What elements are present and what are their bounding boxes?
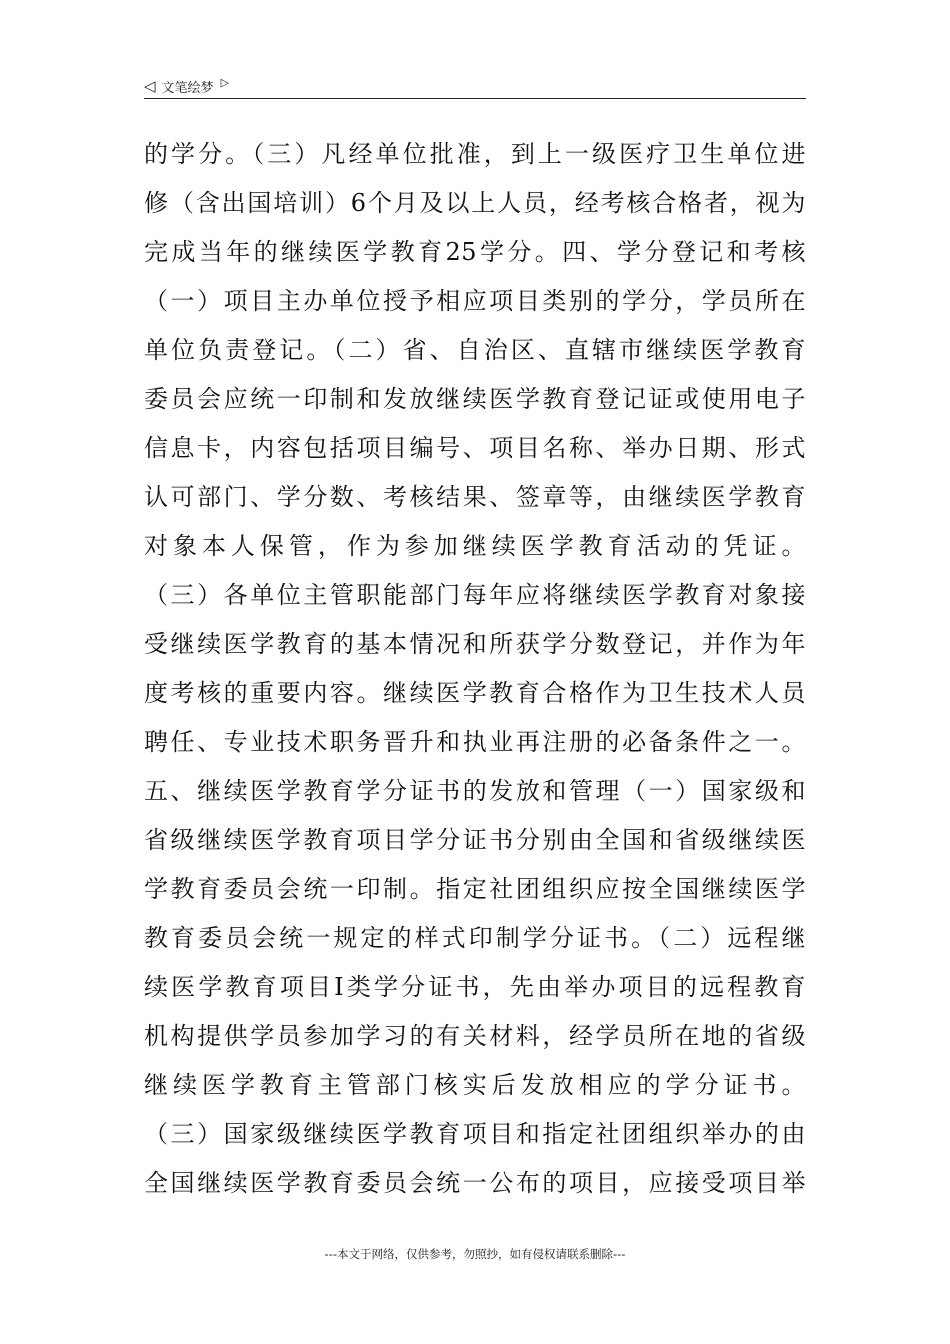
triangle-left-outline-icon: ◁ bbox=[144, 76, 156, 95]
body-line: （三）各单位主管职能部门每年应将继续医学教育对象接 bbox=[144, 581, 806, 609]
body-line: （三）国家级继续医学教育项目和指定社团组织举办的由 bbox=[144, 1120, 806, 1148]
body-line: 委员会应统一印制和发放继续医学教育登记证或使用电子 bbox=[144, 385, 806, 413]
triangle-right-outline-icon: ▷ bbox=[220, 75, 230, 89]
body-line: 的学分。（三）凡经单位批准，到上一级医疗卫生单位进 bbox=[144, 140, 806, 168]
body-line: 五、继续医学教育学分证书的发放和管理（一）国家级和 bbox=[144, 777, 806, 805]
body-line: 教育委员会统一规定的样式印制学分证书。（二）远程继 bbox=[144, 924, 806, 952]
body-line: 单位负责登记。（二）省、自治区、直辖市继续医学教育 bbox=[144, 336, 806, 364]
body-line: （一）项目主办单位授予相应项目类别的学分，学员所在 bbox=[144, 287, 806, 315]
body-line: 完成当年的继续医学教育25学分。四、学分登记和考核 bbox=[144, 238, 806, 266]
body-line: 机构提供学员参加学习的有关材料，经学员所在地的省级 bbox=[144, 1022, 806, 1050]
body-line: 度考核的重要内容。继续医学教育合格作为卫生技术人员 bbox=[144, 679, 806, 707]
body-line: 聘任、专业技术职务晋升和执业再注册的必备条件之一。 bbox=[144, 728, 806, 756]
body-line: 修（含出国培训）6个月及以上人员，经考核合格者，视为 bbox=[144, 189, 806, 217]
page-footer-disclaimer: ---本文于网络，仅供参考，勿照抄，如有侵权请联系删除--- bbox=[324, 1247, 626, 1261]
body-line: 受继续医学教育的基本情况和所获学分数登记，并作为年 bbox=[144, 630, 806, 658]
body-line: 省级继续医学教育项目学分证书分别由全国和省级继续医 bbox=[144, 826, 806, 854]
document-body bbox=[144, 130, 806, 1208]
body-line: 续医学教育项目Ⅰ类学分证书，先由举办项目的远程教育 bbox=[144, 973, 806, 1001]
body-line: 学教育委员会统一印制。指定社团组织应按全国继续医学 bbox=[144, 875, 806, 903]
body-line: 全国继续医学教育委员会统一公布的项目，应接受项目举 bbox=[144, 1169, 806, 1197]
header-title: 文笔绘梦 bbox=[161, 80, 214, 96]
body-line: 信息卡，内容包括项目编号、项目名称、举办日期、形式 bbox=[144, 434, 806, 462]
header-divider bbox=[144, 98, 806, 99]
body-line: 认可部门、学分数、考核结果、签章等，由继续医学教育 bbox=[144, 483, 806, 511]
body-line: 对象本人保管，作为参加继续医学教育活动的凭证。 bbox=[144, 532, 806, 560]
page-header bbox=[144, 74, 806, 98]
body-line: 继续医学教育主管部门核实后发放相应的学分证书。 bbox=[144, 1071, 806, 1099]
